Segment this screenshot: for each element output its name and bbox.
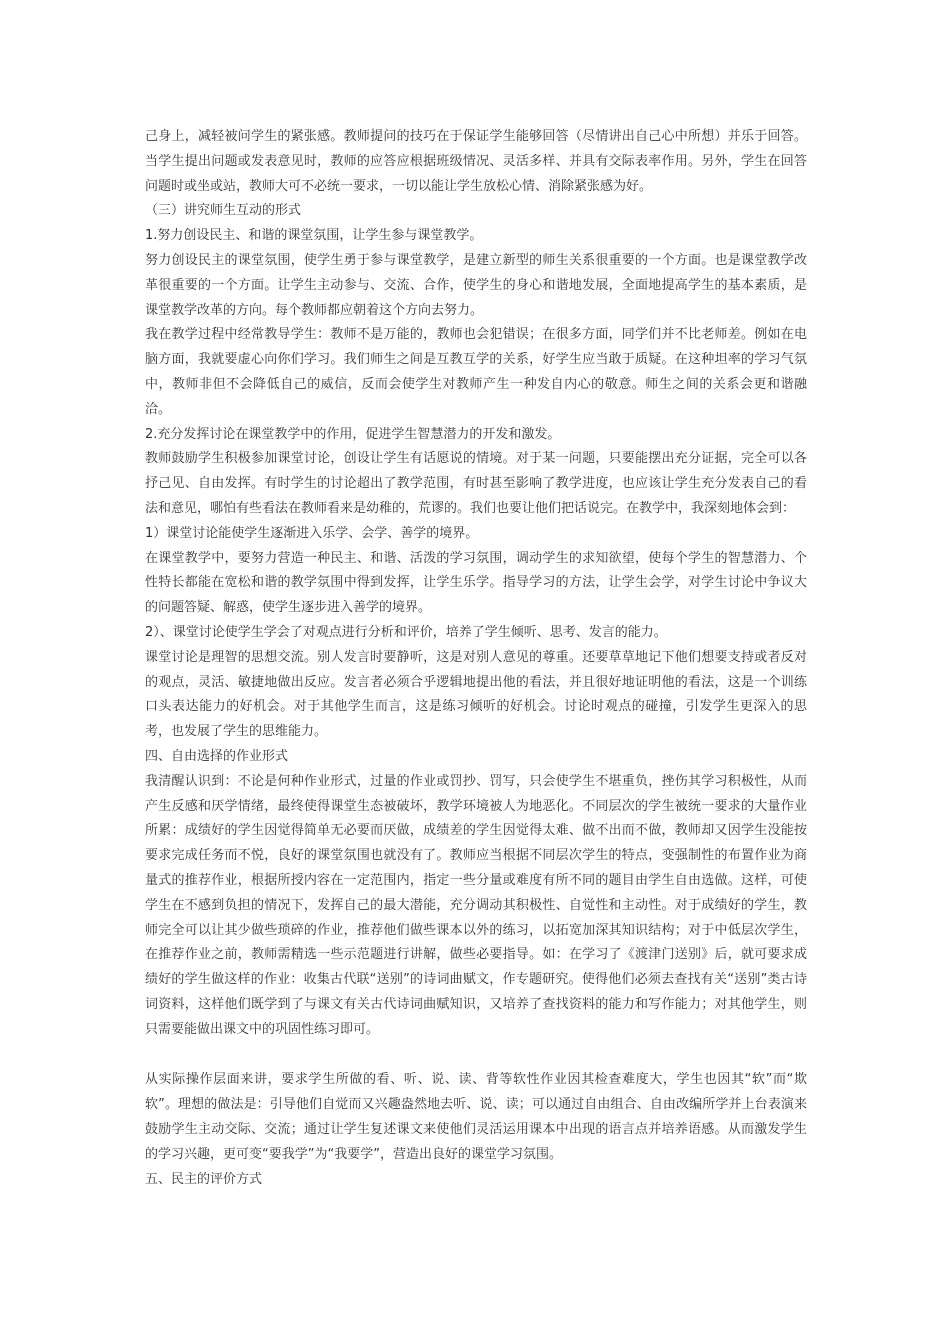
paragraph-question-skills: 己身上，减轻被问学生的紧张感。教师提问的技巧在于保证学生能够回答（尽情讲出自己心中所想）并乐于回答。当学生提出问题或发表意见时，教师的应答应根据班级情况、灵活多样、并具有交际表率作用。另外，学生在回答问题时或坐或站，教师大可不必统一要求，一切以能让学生放松心情、消除紧张感为好。 <box>145 129 807 194</box>
paragraph-democratic-atmosphere: 努力创设民主的课堂氛围，使学生勇于参与课堂教学，是建立新型的师生关系很重要的一个方面。也是课堂教学改革很重要的一个方面。让学生主动参与、交流、合作，使学生的身心和谐地发展，全面地提高学生的基本素质，是课堂教学改革的方向。每个教师都应朝着这个方向去努力。 <box>145 252 807 318</box>
section-heading-evaluation: 五、民主的评价方式 <box>145 1171 263 1187</box>
document-body <box>145 125 807 1192</box>
point-2-analysis-evaluation: 2）、课堂讨论使学生学会了对观点进行分析和评价，培养了学生倾听、思考、发言的能力。 <box>145 624 667 640</box>
paragraph-rational-exchange: 课堂讨论是理智的思想交流。别人发言时要静听，这是对别人意见的尊重。还要草草地记下他们想要支持或者反对的观点，灵活、敏捷地做出反应。发言者必须合乎逻辑地提出他的看法，并且很好地证明他的看法，这是一个训练口头表达能力的好机会。对于其他学生而言，这是练习倾听的好机会。讨论时观点的碰撞，引发学生更深入的思考，也发展了学生的思维能力。 <box>145 649 807 740</box>
section-heading-interaction-forms: （三）讲究师生互动的形式 <box>145 203 302 219</box>
paragraph-learning-atmosphere: 在课堂教学中，要努力营造一种民主、和谐、活泼的学习氛围，调动学生的求知欲望，使每个学生的智慧潜力、个性特长都能在宽松和谐的教学氛围中得到发挥，让学生乐学。指导学习的方法，让学生会学，对学生讨论中争议大的问题答疑、解惑，使学生逐步进入善学的境界。 <box>145 550 807 616</box>
point-1-enjoy-learning: 1）课堂讨论能使学生逐渐进入乐学、会学、善学的境界。 <box>145 525 479 541</box>
paragraph-soft-homework: 从实际操作层面来讲，要求学生所做的看、听、说、读、背等软性作业因其检查难度大，学生也因其“软”而“欺软”。理想的做法是：引导他们自觉而又兴趣盎然地去听、说、读；可以通过自由组合、自由改编所学并上台表演来鼓励学生主动交际、交流；通过让学生复述课文来使他们灵活运用课本中出现的语言点并培养语感。从而激发学生的学习兴趣，更可变“要我学”为“我要学”，营造出良好的课堂学习氛围。 <box>145 1072 807 1162</box>
subheading-classroom-discussion: 2.充分发挥讨论在课堂教学中的作用，促进学生智慧潜力的开发和激发。 <box>145 426 561 442</box>
section-heading-homework-forms: 四、自由选择的作业形式 <box>145 748 289 764</box>
paragraph-homework-levels: 我清醒认识到：不论是何种作业形式，过量的作业或罚抄、罚写，只会使学生不堪重负，挫伤其学习积极性，从而产生反感和厌学情绪，最终使得课堂生态被破坏，教学环境被人为地恶化。不同层次的学生被统一要求的大量作业所累：成绩好的学生因觉得简单无必要而厌做，成绩差的学生因觉得太难、做不出而不做，教师却又因学生没能按要求完成任务而不悦，良好的课堂氛围也就没有了。教师应当根据不同层次学生的特点，变强制性的布置作业为商量式的推荐作业，根据所授内容在一定范围内，指定一些分量或难度有所不同的题目由学生自由选做。这样，可使学生在不感到负担的情况下，发挥自己的最大潜能，充分调动其积极性、自觉性和主动性。对于成绩好的学生，教师完全可以让其少做些琐碎的作业，推荐他们做些课本以外的练习，以拓宽加深其知识结构；对于中低层次学生，在推荐作业之前，教师需精选一些示范题进行讲解，做些必要指导。如：在学习了《渡津门送别》后，就可要求成绩好的学生做这样的作业：收集古代联“送别”的诗词曲赋文，作专题研究。使得他们必须去查找有关“送别”类古诗词资料，这样他们既学到了与课文有关古代诗词曲赋知识，又培养了查找资料的能力和写作能力；对其他学生，则只需要能做出课文中的巩固性练习即可。 <box>145 773 807 1037</box>
paragraph-encourage-discussion: 教师鼓励学生积极参加课堂讨论，创设让学生有话愿说的情境。对于某一问题，只要能摆出充分证据，完全可以各抒己见、自由发挥。有时学生的讨论超出了教学范围，有时甚至影响了教学进度，也应该让学生充分发表自己的看法和意见，哪怕有些看法在教师看来是幼稚的，荒谬的。我们也要让他们把话说完。在教学中，我深刻地体会到： <box>145 451 807 516</box>
paragraph-teacher-not-omnipotent: 我在教学过程中经常教导学生：教师不是万能的，教师也会犯错误；在很多方面，同学们并不比老师差。例如在电脑方面，我就要虚心向你们学习。我们师生之间是互教互学的关系，好学生应当敢于质疑。在这种坦率的学习气氛中，教师非但不会降低自己的威信，反而会使学生对教师产生一种发自内心的敬意。师生之间的关系会更和谐融洽。 <box>145 327 807 417</box>
subheading-democratic-atmosphere: 1.努力创设民主、和谐的课堂氛围，让学生参与课堂教学。 <box>145 228 483 244</box>
